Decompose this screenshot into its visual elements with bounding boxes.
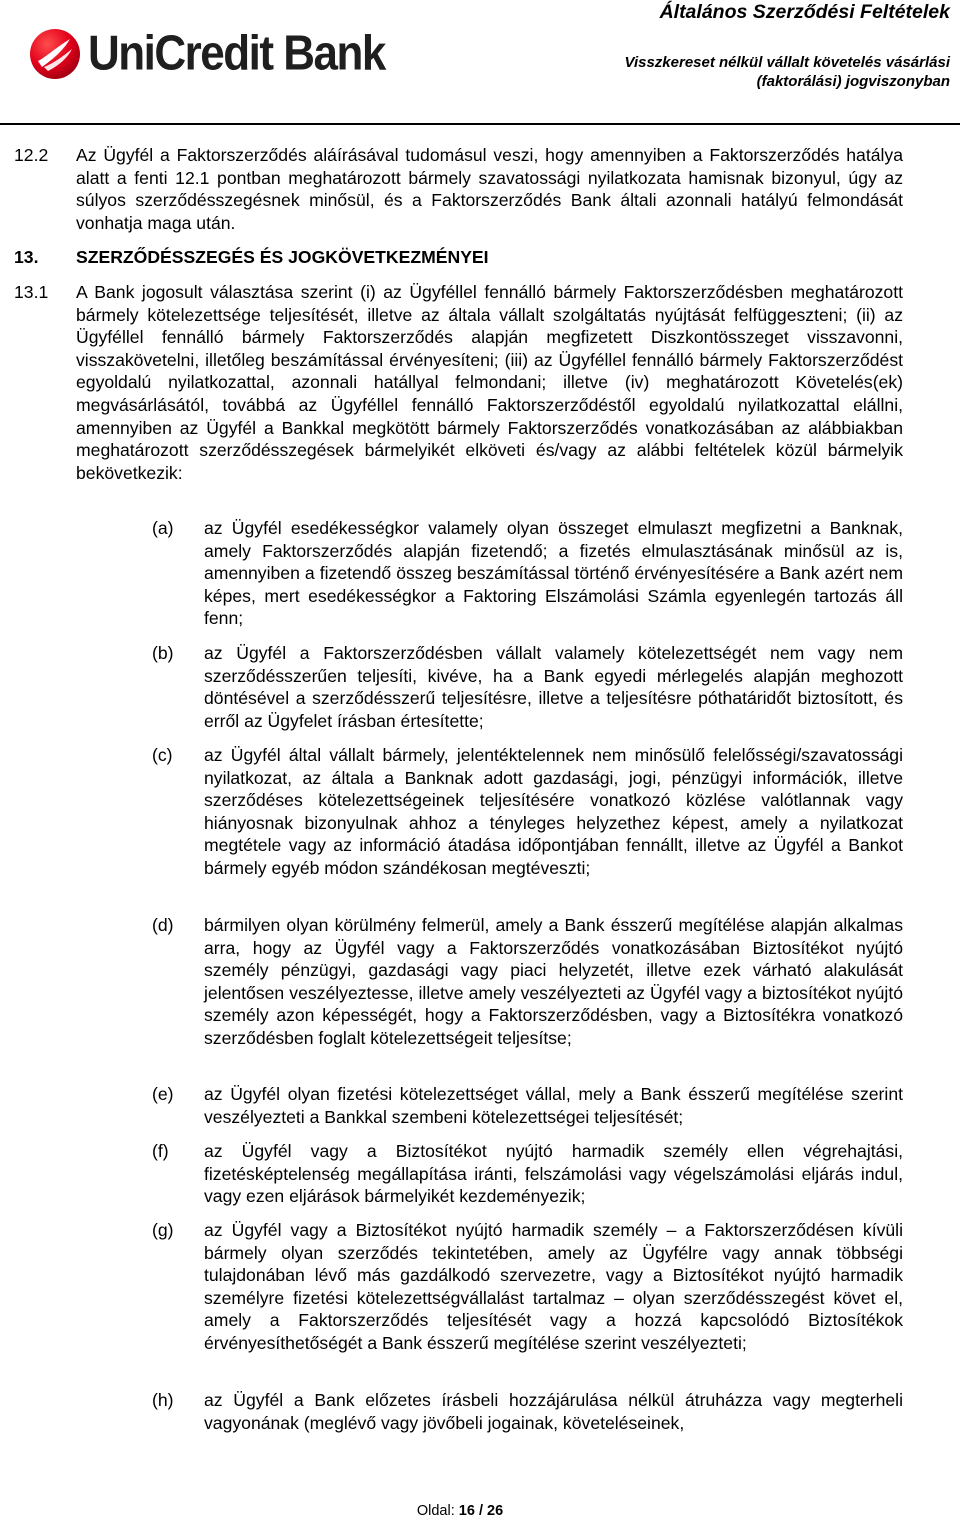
- item-text: az Ügyfél a Faktorszerződésben vállalt valamely kötelezettségét nem vagy nem szerződésszerűen teljesíti, kivéve, ha a Bank egyedi mérlegelés alapján meghozott döntésével a szerződésszerű teljesítésre, illetve a teljesítésre póthatáridőt biztosított, és erről az Ügyfelet írásban értesítette;: [204, 643, 903, 731]
- item-label: (h): [152, 1390, 174, 1410]
- section-heading-text: SZERZŐDÉSSZEGÉS ÉS JOGKÖVETKEZMÉNYEI: [76, 247, 489, 267]
- total-pages: 26: [487, 1503, 504, 1519]
- item-text: az Ügyfél esedékességkor valamely olyan összeget elmulaszt megfizetni a Banknak, amely Faktorszerződés alapján fizetendő; a fizetés elmulasztásának minősül az is, amennyiben a fizetendő összeg beszámítással történő érvényesítésére a Bank azért nem képes, mert esedékességkor a Faktoring Elszámolási Számla egyenlegén tartozás áll fenn;: [204, 518, 903, 629]
- item-text: az Ügyfél által vállalt bármely, jelentéktelennek nem minősülő felelősségi/szavatossági nyilatkozat, az általa a Banknak adott gazdasági, jogi, pénzügyi információk, illetve szerződéses kötelezettségeinek teljesítésére vonatkozó közlése valótlannak vagy hiányosnak bizonyulnak ahhoz a tényleges helyzethez képest, amely a nyilatkozat megtétele vagy az információ átadása időpontjában fennállt, illetve az Ügyfél a Bankot bármely egyéb módon szándékosan megtéveszti;: [204, 745, 903, 878]
- unicredit-logo: [28, 26, 385, 82]
- section-number: 12.2: [14, 145, 49, 165]
- page-header: [0, 0, 960, 124]
- item-text: bármilyen olyan körülmény felmerül, amely a Bank ésszerű megítélése alapján alkalmas arra, hogy az Ügyfél vagy a Faktorszerződés vonatkozásában Biztosítékot nyújtó személy pénzügyi, gazdasági vagy piaci helyzetét, illetve ezek várható alakulását jelentősen veszélyeztesse, illetve amely veszélyezteti az Ügyfél vagy a biztosítékot nyújtó személy azon képességét, hogy a Faktorszerződésben, vagy a Biztosítékra vonatkozó szerződésben foglalt kötelezettségeit teljesítse;: [204, 915, 903, 1048]
- item-label: (a): [152, 518, 174, 538]
- item-text: az Ügyfél olyan fizetési kötelezettséget vállal, mely a Bank ésszerű megítélése szerint veszélyezteti a Bankkal szembeni kötelezettségei teljesítését;: [204, 1084, 903, 1127]
- item-label: (d): [152, 915, 174, 935]
- section-number: 13.: [14, 247, 39, 267]
- section-text: Az Ügyfél a Faktorszerződés aláírásával tudomásul veszi, hogy amennyiben a Faktorszerződés hatálya alatt a fenti 12.1 pontban meghatározott bármely szavatossági nyilatkozata hamisnak bizonyul, úgy az súlyos szerződésszegésnek minősül, és a Faktorszerződés Bank általi azonnali hatályú felmondását vonhatja maga után.: [76, 145, 903, 233]
- page-footer: [0, 1503, 920, 1519]
- page-separator: /: [478, 1503, 483, 1519]
- item-text: az Ügyfél vagy a Biztosítékot nyújtó harmadik személy – a Faktorszerződésen kívüli bármely olyan szerződés tekintetében, amely az Ügyfélre vagy annak többségi tulajdonában lévő más gazdálkodó szervezetre, vagy a Biztosítékot nyújtó harmadik személyre fizetési kötelezettségvállalást tartalmaz – olyan szerződésszegést követ el, amely a Faktorszerződés teljesítését vagy a hozzá kapcsolódó Biztosítékok érvényesíthetőségét a Bank ésszerű megítélése szerint veszélyezteti;: [204, 1220, 903, 1353]
- header-divider: [0, 123, 960, 125]
- item-label: (g): [152, 1220, 174, 1240]
- unicredit-emblem-icon: [28, 27, 82, 81]
- page-label: Oldal:: [416, 1503, 455, 1519]
- item-label: (f): [152, 1141, 169, 1161]
- section-text: A Bank jogosult választása szerint (i) az Ügyféllel fennálló bármely Faktorszerződésben meghatározott bármely kötelezettsége teljesítését, illetve az általa vállalt szolgáltatás nyújtását felfüggeszteni; (ii) az Ügyféllel fennálló bármely Faktorszerződés alapján megfizetett Diszkontösszeget visszavonni, visszakövetelni, illetőleg beszámítással érvényesíteni; (iii) az Ügyféllel fennálló bármely Faktorszerződést egyoldalú nyilatkozattal, azonnali hatállyal felmondani; illetve (iv) meghatározott Követelés(ek) megvásárlásától, továbbá az Ügyféllel fennálló Faktorszerződéstől egyoldalú nyilatkozattal elállni, amennyiben az Ügyfél a Bankkal megkötött bármely Faktorszerződés vonatkozásában az alábbiakban meghatározott szerződésszegések bármelyikét elköveti és/vagy az alábbi feltételek közül bármelyik bekövetkezik:: [76, 282, 903, 483]
- item-text: az Ügyfél a Bank előzetes írásbeli hozzájárulása nélkül átruházza vagy megterheli vagyonának (meglévő vagy jövőbeli jogainak, követeléseinek,: [204, 1390, 903, 1433]
- item-text: az Ügyfél vagy a Biztosítékot nyújtó harmadik személy ellen végrehajtási, fizetésképtelenség megállapítása iránti, felszámolási vagy végelszámolási eljárás indul, vagy ezen eljárások bármelyikét kezdeményezik;: [204, 1141, 903, 1207]
- item-label: (e): [152, 1084, 174, 1104]
- bank-name: UniCredit Bank: [88, 26, 385, 81]
- item-label: (b): [152, 643, 174, 663]
- document-title: Általános Szerződési Feltételek: [659, 1, 950, 23]
- document-subtitle: Visszkereset nélkül vállalt követelés vásárlási (faktorálási) jogviszonyban: [624, 54, 950, 90]
- section-number: 13.1: [14, 282, 49, 302]
- item-label: (c): [152, 745, 173, 765]
- current-page: 16: [458, 1503, 475, 1519]
